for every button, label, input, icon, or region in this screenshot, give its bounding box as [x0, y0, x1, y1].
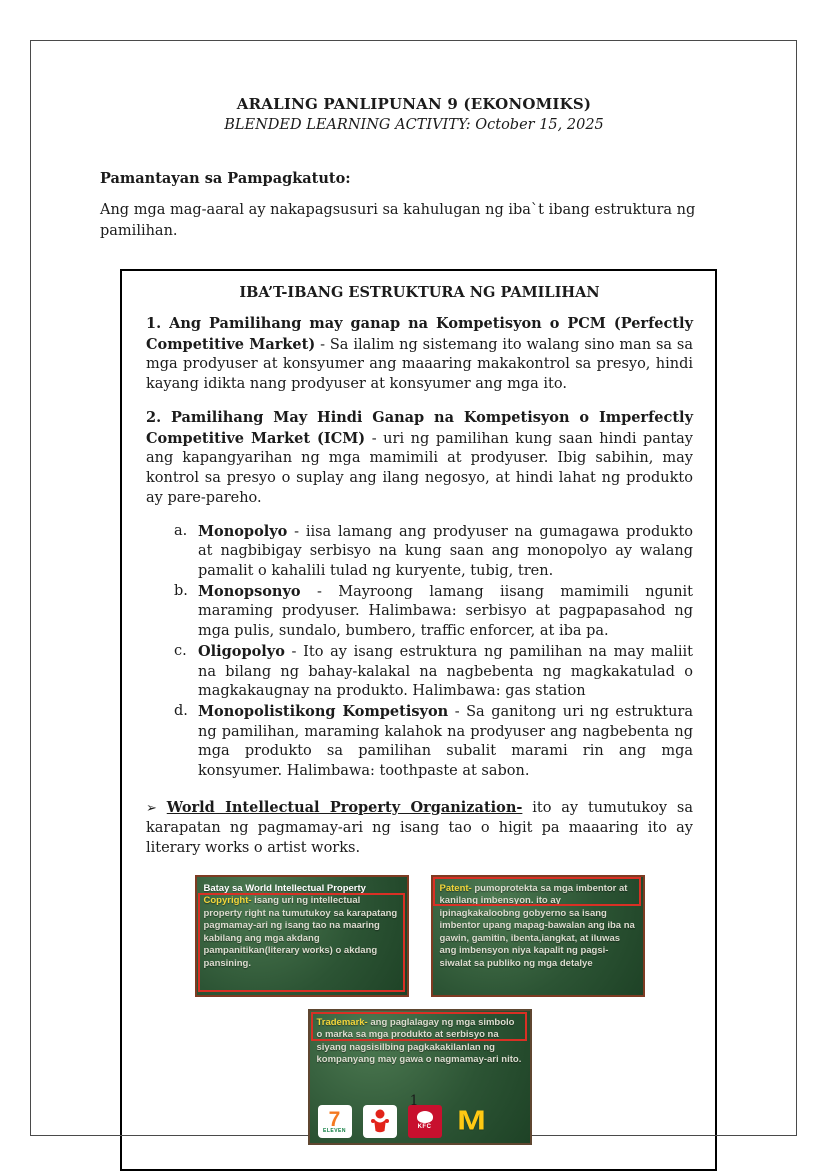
- list-item-monopolistikong-kompetisyon: [174, 702, 693, 782]
- copyright-definition: isang uri ng intellectual property right na tumutukoy sa karapatang pagmamay-ari ng isang tao na maaring kabilang ang mga akdang pampanitikan(literary works) o akdang pansining.: [203, 895, 398, 969]
- list-letter: a.: [174, 522, 188, 539]
- document-subtitle: BLENDED LEARNING ACTIVITY: October 15, 2025: [224, 117, 604, 133]
- objective-paragraph: Ang mga mag-aaral ay nakapagsusuri sa kahulugan ng iba`t ibang estruktura ng pamilihan.: [100, 202, 696, 240]
- market-structures-box: [120, 269, 717, 1171]
- list-letter: b.: [174, 582, 188, 599]
- page-number: 1: [409, 1093, 419, 1109]
- jollibee-logo-icon: [363, 1105, 397, 1138]
- list-item-monopsonyo: [174, 582, 693, 642]
- trademark-definition: ang paglalagay ng mga simbolo o marka sa mga produkto at serbisyo na siyang nagsisilbing pagkakakilanlan ng kompanyang may gawa o nagmamay-ari nito.: [316, 1016, 522, 1066]
- icm-definition: - uri ng pamilihan kung saan hindi pantay ang kapangyarihan ng mga mamimili at prodyuser. Ibig sabihin, may kontrol sa presyo o suplay ang ilang negosyo, at hindi lahat ng produkto ay pare-pareho.: [146, 430, 693, 506]
- list-text: [198, 642, 693, 702]
- definition-monopsonyo: - Mayroong lamang iisang mamimili ngunit maraming prodyuser. Halimbawa: serbisyo at pagpapasahod ng mga pulis, sundalo, bumbero, traffic enforcer, at iba pa.: [198, 583, 693, 640]
- list-letter: c.: [174, 642, 187, 659]
- list-text: [198, 582, 693, 642]
- trademark-row: [146, 1009, 693, 1145]
- pcm-definition: - Sa ilalim ng sistemang ito walang sino man sa sa mga prodyuser at konsyumer ang maaaring makakontrol sa presyo, hindi kayang idikta nang prodyuser at konsyumer ang mga ito.: [146, 336, 694, 393]
- definition-monopolyo: - iisa lamang ang prodyuser na gumagawa produkto at nagbibigay serbisyo na kung saan ang monopolyo ay walang pamalit o kahalili tulad ng kuryente, tubig, tren.: [198, 523, 693, 579]
- wipo-definition: ito ay tumutukoy sa karapatan ng pagmamay-ari ng isang tao o higit pa maaaring ito ay literary works o artist works.: [146, 799, 694, 857]
- list-letter: d.: [174, 702, 188, 719]
- slides-row: [146, 875, 693, 997]
- standards-heading: Pamantayan sa Pampagkatuto:: [100, 170, 351, 187]
- term-monopolyo: Monopolyo: [198, 522, 288, 540]
- list-text: [198, 522, 693, 582]
- trademark-term: Trademark-: [316, 1016, 368, 1028]
- intro-section: [100, 170, 716, 242]
- term-oligopolyo: Oligopolyo: [198, 642, 285, 660]
- golden-arches: M: [457, 1105, 486, 1136]
- pcm-term: 1. Ang Pamilihang may ganap na Kompetisyon o PCM (Perfectly Competitive Market): [146, 315, 693, 353]
- list-item-monopolyo: [174, 522, 693, 582]
- seven-eleven-wordmark: ELEVEN: [322, 1128, 346, 1135]
- document-header: [0, 0, 828, 133]
- brand-logos-row: [318, 1105, 491, 1138]
- arrow-bullet-icon: ➢: [146, 800, 157, 816]
- wipo-term: World Intellectual Property Organization-: [166, 798, 523, 816]
- kfc-wordmark: KFC: [417, 1123, 432, 1130]
- icm-term: 2. Pamilihang May Hindi Ganap na Kompetisyon o Imperfectly Competitive Market (ICM): [146, 408, 693, 447]
- definition-monopolistikong-kompetisyon: - Sa ganitong uri ng estruktura ng pamilihan, maraming kalahok na prodyuser ang nagbebenta ng mga produkto sa pamilihan subalit marami rin ang mga konsyumer. Halimbawa: toothpaste at sabon.: [198, 703, 694, 780]
- list-item-oligopolyo: [174, 642, 693, 702]
- box-title: IBA’T-IBANG ESTRUKTURA NG PAMILIHAN: [239, 284, 600, 302]
- market-types-list: [174, 522, 693, 782]
- patent-definition: pumoprotekta sa mga imbentor at kanilang imbensyon. ito ay ipinagkakaloobng gobyerno sa isang imbentor upang mapag-bawalan ang iba na gawin, gamitin, ibenta,iangkat, at iluwas ang imbensyon niya kapalit ng pagsi-siwalat sa publiko ng mga detalye: [439, 882, 635, 969]
- document-title: ARALING PANLIPUNAN 9 (EKONOMIKS): [236, 95, 592, 113]
- list-text: [198, 702, 693, 782]
- seven-eleven-logo-icon: [318, 1105, 352, 1138]
- pcm-paragraph: [146, 314, 693, 395]
- kfc-colonel-face: [417, 1111, 433, 1123]
- term-monopolistikong-kompetisyon: Monopolistikong Kompetisyon: [198, 702, 449, 720]
- copyright-intro-line: Batay sa World Intellectual Property: [203, 882, 366, 894]
- patent-slide-image: [431, 875, 645, 997]
- wipo-paragraph: [146, 798, 693, 859]
- definition-oligopolyo: - Ito ay isang estruktura ng pamilihan na may maliit na bilang ng bahay-kalakal na nagbebenta ng magkakatulad o magkakaugnay na produkto. Halimbawa: gas station: [198, 643, 693, 700]
- trademark-slide-text: [317, 1017, 523, 1067]
- trademark-slide-image: [308, 1009, 532, 1145]
- patent-term: Patent-: [439, 882, 472, 894]
- copyright-term: Copyright-: [203, 895, 252, 907]
- patent-slide-text: [440, 883, 636, 971]
- term-monopsonyo: Monopsonyo: [198, 582, 301, 600]
- copyright-slide-text: [204, 883, 400, 971]
- kfc-logo-icon: [408, 1105, 442, 1138]
- icm-paragraph: [146, 408, 693, 509]
- mcdonalds-logo-icon: [453, 1105, 491, 1138]
- copyright-slide-image: [195, 875, 409, 997]
- seven-eleven-seven: 7: [328, 1107, 341, 1131]
